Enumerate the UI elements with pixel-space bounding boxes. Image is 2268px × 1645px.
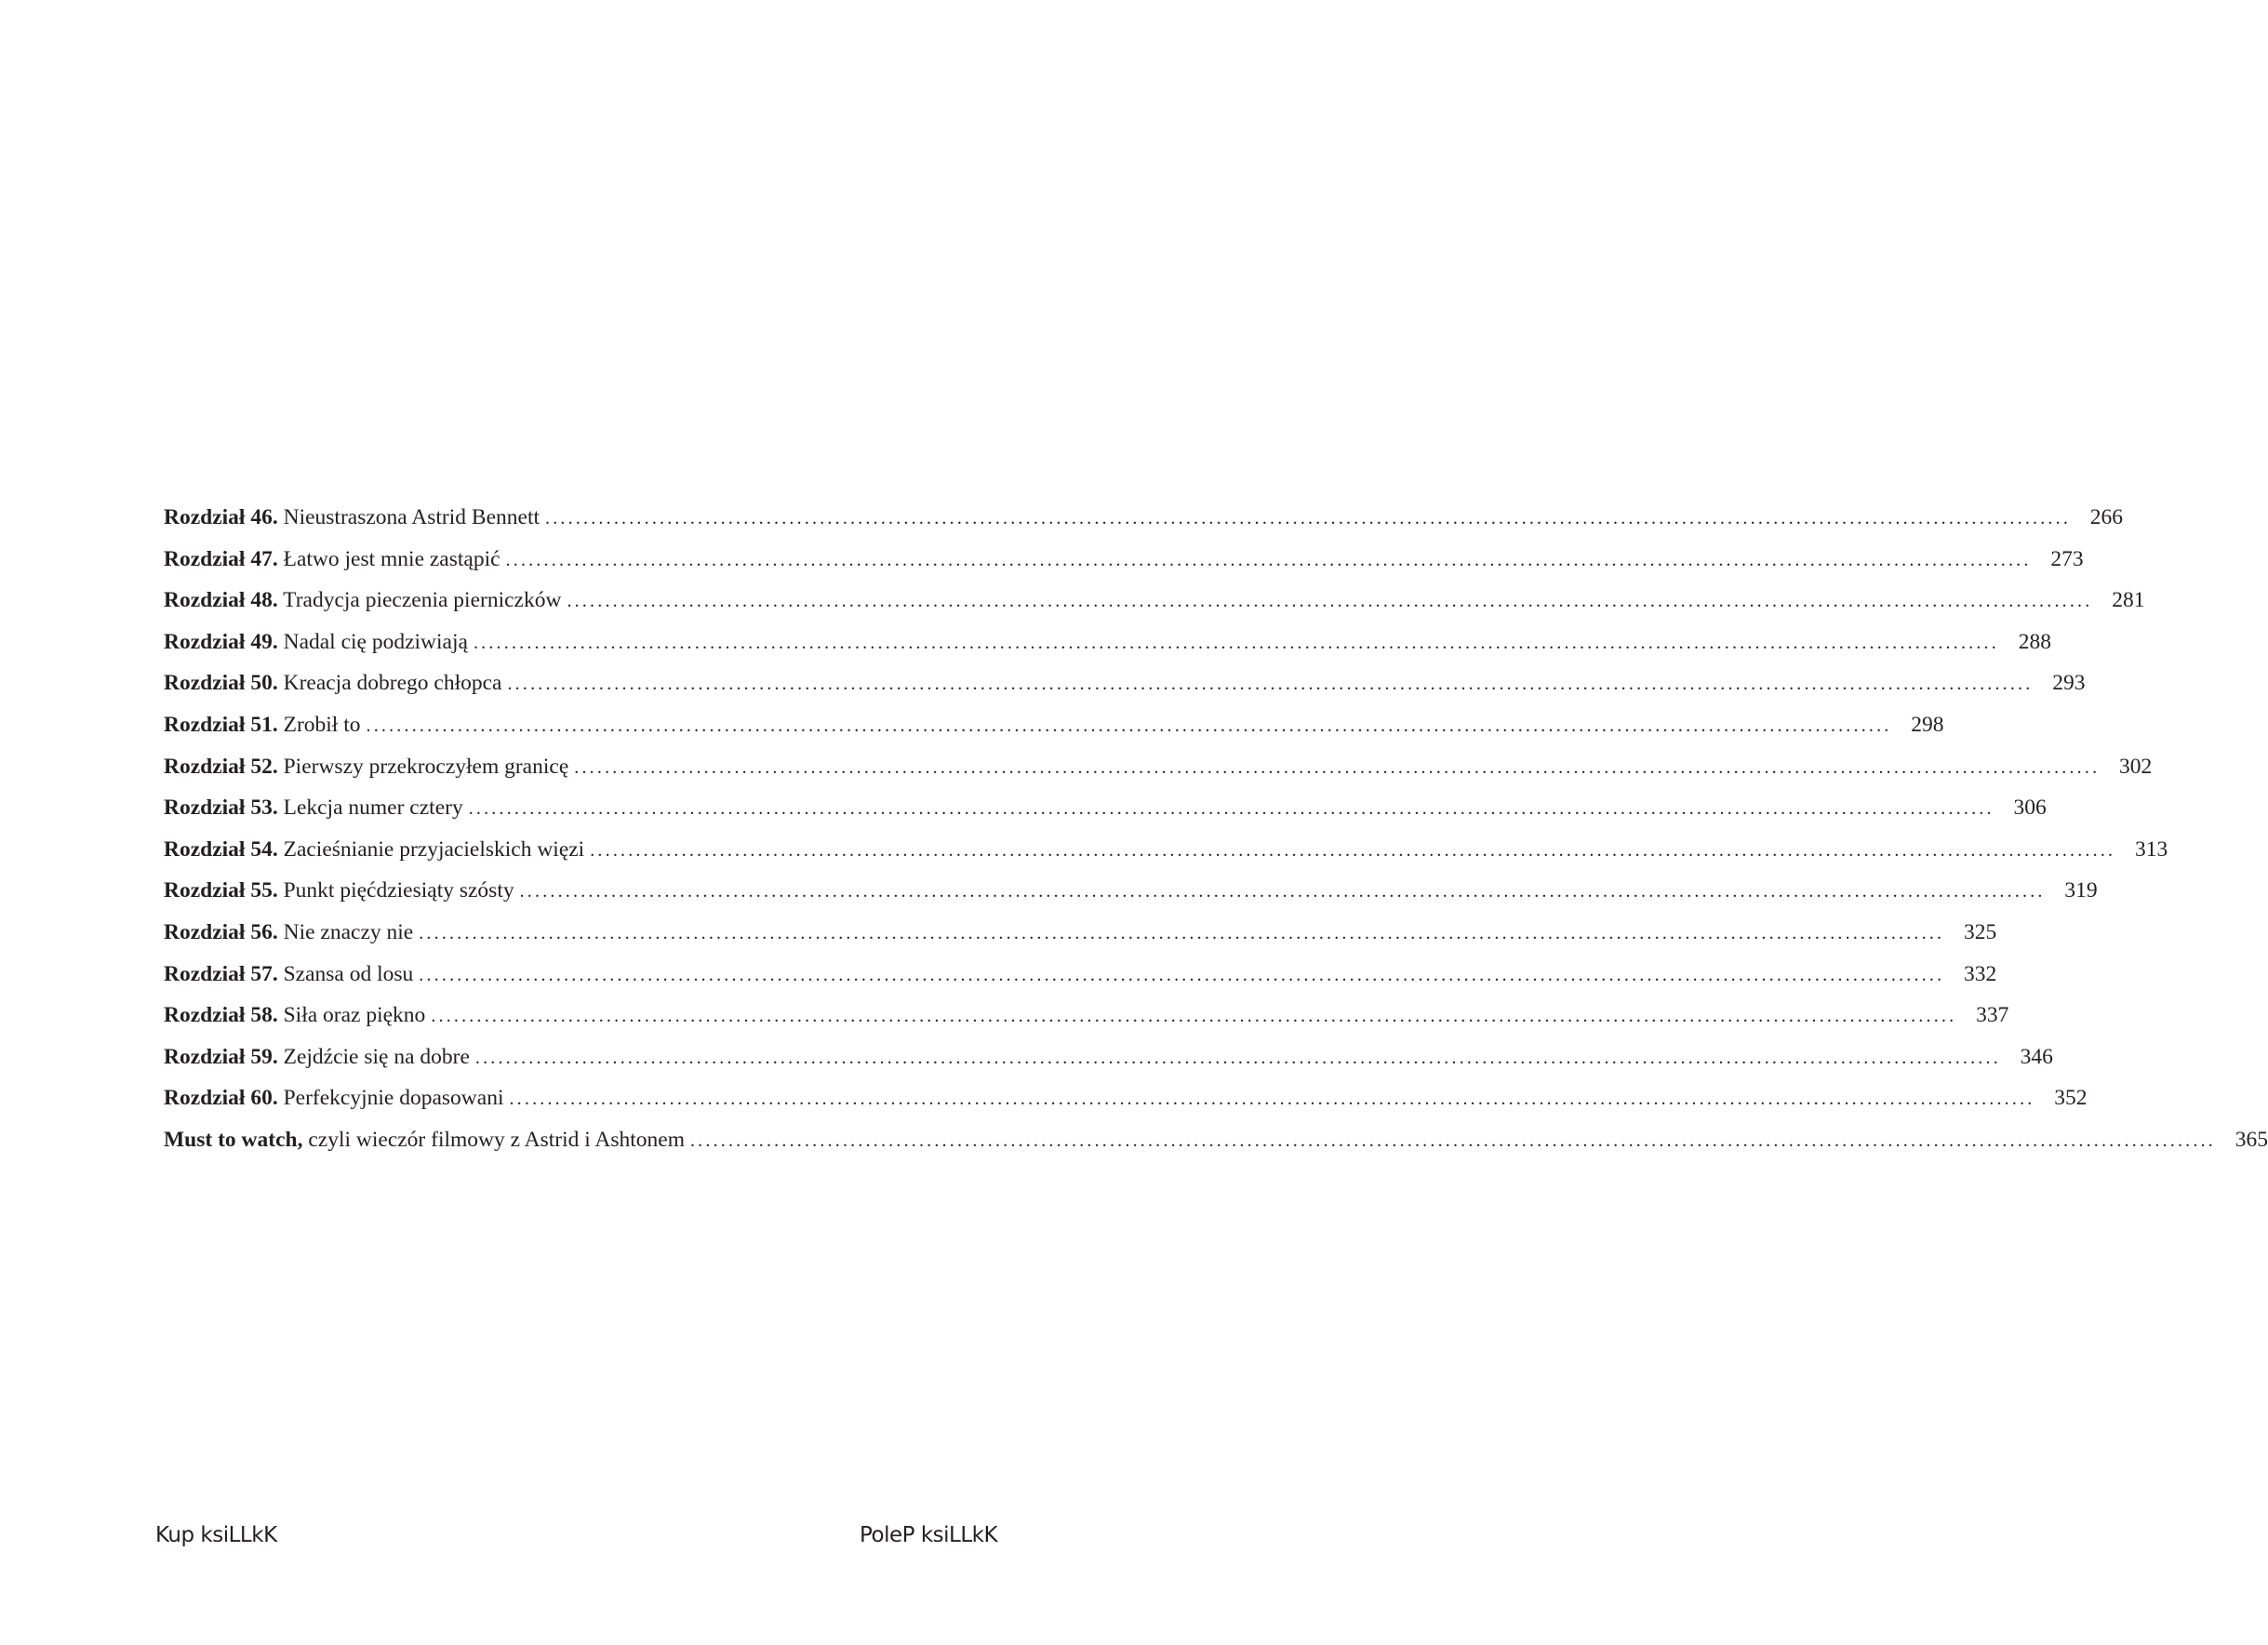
toc-dot-leader: ........................................................................................................................................................................................................: [567, 591, 2093, 612]
toc-entry[interactable]: [164, 580, 2145, 622]
toc-entry[interactable]: [164, 1119, 2268, 1161]
toc-chapter-title: Łatwo jest mnie zastąpić: [283, 546, 500, 571]
toc-chapter-label: Rozdział 52.: [164, 754, 278, 779]
toc-entry[interactable]: [164, 662, 2086, 704]
toc-page-number: 352: [2054, 1086, 2088, 1111]
toc-page-number: 288: [2018, 629, 2051, 654]
toc-chapter-title: czyli wieczór filmowy z Astrid i Ashtonem: [308, 1127, 685, 1152]
toc-page-number: 325: [1963, 919, 1997, 944]
toc-chapter-label: Rozdział 58.: [164, 1003, 278, 1028]
toc-entry-title: [164, 954, 419, 996]
toc-entry[interactable]: [164, 746, 2153, 788]
toc-entry[interactable]: [164, 1077, 2088, 1119]
toc-page-number: 266: [2089, 505, 2124, 529]
toc-chapter-label: Rozdział 48.: [164, 588, 278, 613]
recommend-book-link[interactable]: PoleP ksiLLkK: [860, 1523, 998, 1547]
toc-chapter-title: Lekcja numer cztery: [283, 796, 463, 821]
toc-chapter-title: Punkt pięćdziesiąty szósty: [283, 878, 514, 903]
toc-page-number: 313: [2134, 836, 2168, 862]
toc-dot-leader: ........................................................................................................................................................................................................: [473, 632, 1999, 653]
toc-chapter-title: Zejdźcie się na dobre: [283, 1044, 470, 1069]
toc-entry-title: [164, 580, 567, 622]
toc-page-number: 319: [2064, 878, 2098, 903]
toc-dot-leader: ........................................................................................................................................................................................................: [507, 674, 2034, 695]
toc-chapter-title: Nadal cię podziwiają: [283, 629, 468, 654]
toc-dot-leader: ........................................................................................................................................................................................................: [366, 715, 1892, 736]
toc-dot-leader: ........................................................................................................................................................................................................: [509, 1089, 2035, 1110]
toc-page-number: 332: [1964, 961, 1997, 986]
toc-entry-title: [164, 1119, 690, 1161]
toc-dot-leader: ........................................................................................................................................................................................................: [689, 1130, 2216, 1151]
toc-entry[interactable]: [164, 995, 2009, 1036]
toc-entry[interactable]: [164, 787, 2047, 829]
toc-entry-title: [164, 787, 469, 829]
toc-entry-title: [164, 662, 507, 704]
toc-dot-leader: ........................................................................................................................................................................................................: [590, 839, 2116, 861]
toc-chapter-title: Zacieśnianie przyjacielskich więzi: [283, 836, 585, 862]
toc-chapter-label: Rozdział 56.: [164, 919, 278, 944]
toc-chapter-label: Rozdział 46.: [164, 505, 278, 529]
toc-entry[interactable]: [164, 829, 2168, 871]
toc-chapter-title: Nie znaczy nie: [283, 919, 414, 944]
toc-entry-title: [164, 746, 574, 788]
toc-page-number: 337: [1976, 1003, 2009, 1028]
toc-dot-leader: ........................................................................................................................................................................................................: [468, 798, 1995, 820]
toc-chapter-label: Rozdział 60.: [164, 1086, 278, 1111]
toc-dot-leader: ........................................................................................................................................................................................................: [505, 549, 2032, 570]
toc-entry-title: [164, 1036, 475, 1078]
toc-chapter-title: Pierwszy przekroczyłem granicę: [283, 754, 569, 779]
toc-page-number: 306: [2013, 796, 2047, 821]
toc-chapter-label: Rozdział 57.: [164, 961, 278, 986]
toc-dot-leader: ........................................................................................................................................................................................................: [545, 508, 2072, 528]
toc-page-number: 346: [2020, 1044, 2053, 1069]
toc-chapter-label: Rozdział 49.: [164, 629, 278, 654]
toc-entry-title: [164, 995, 431, 1036]
toc-page-number: 302: [2119, 754, 2153, 779]
toc-chapter-label: Must to watch,: [164, 1127, 303, 1152]
toc-dot-leader: ........................................................................................................................................................................................................: [419, 922, 1945, 943]
toc-entry-title: [164, 870, 520, 912]
toc-dot-leader: ........................................................................................................................................................................................................: [419, 964, 1945, 985]
toc-entry-title: [164, 704, 367, 746]
toc-chapter-title: Nieustraszona Astrid Bennett: [283, 505, 540, 529]
buy-book-link[interactable]: Kup ksiLLkK: [155, 1523, 277, 1547]
toc-entry[interactable]: [164, 954, 1997, 996]
toc-entry-title: [164, 497, 545, 539]
toc-page-number: 273: [2050, 546, 2084, 571]
toc-chapter-label: Rozdział 59.: [164, 1044, 278, 1069]
toc-dot-leader: ........................................................................................................................................................................................................: [574, 756, 2101, 778]
table-of-contents: [164, 497, 2268, 1161]
toc-entry[interactable]: [164, 622, 2051, 663]
toc-entry[interactable]: [164, 912, 1997, 954]
toc-entry[interactable]: [164, 870, 2098, 912]
toc-page-number: 281: [2112, 588, 2145, 613]
toc-chapter-label: Rozdział 47.: [164, 546, 278, 571]
toc-chapter-label: Rozdział 51.: [164, 712, 278, 737]
toc-dot-leader: ........................................................................................................................................................................................................: [519, 881, 2046, 903]
toc-entry-title: [164, 622, 474, 663]
toc-entry[interactable]: [164, 704, 1944, 746]
toc-entry-title: [164, 539, 506, 581]
toc-dot-leader: ........................................................................................................................................................................................................: [431, 1006, 1957, 1027]
toc-page-number: 365: [2235, 1127, 2268, 1152]
toc-entry[interactable]: [164, 1036, 2053, 1078]
toc-page-number: 298: [1911, 712, 1944, 737]
toc-chapter-title: Zrobił to: [283, 712, 361, 737]
toc-entry-title: [164, 829, 590, 871]
toc-chapter-label: Rozdział 55.: [164, 878, 278, 903]
toc-chapter-title: Tradycja pieczenia pierniczków: [283, 588, 562, 613]
toc-chapter-title: Siła oraz piękno: [283, 1003, 426, 1028]
toc-chapter-label: Rozdział 54.: [164, 836, 278, 862]
toc-page-number: 293: [2052, 671, 2086, 696]
toc-entry-title: [164, 912, 419, 954]
toc-entry-title: [164, 1077, 509, 1119]
toc-chapter-label: Rozdział 53.: [164, 796, 278, 821]
toc-dot-leader: ........................................................................................................................................................................................................: [474, 1047, 2001, 1068]
toc-entry[interactable]: [164, 497, 2124, 539]
toc-chapter-title: Kreacja dobrego chłopca: [283, 671, 502, 696]
toc-chapter-label: Rozdział 50.: [164, 671, 278, 696]
toc-chapter-title: Perfekcyjnie dopasowani: [283, 1086, 504, 1111]
toc-entry[interactable]: [164, 539, 2084, 581]
toc-chapter-title: Szansa od losu: [283, 961, 414, 986]
